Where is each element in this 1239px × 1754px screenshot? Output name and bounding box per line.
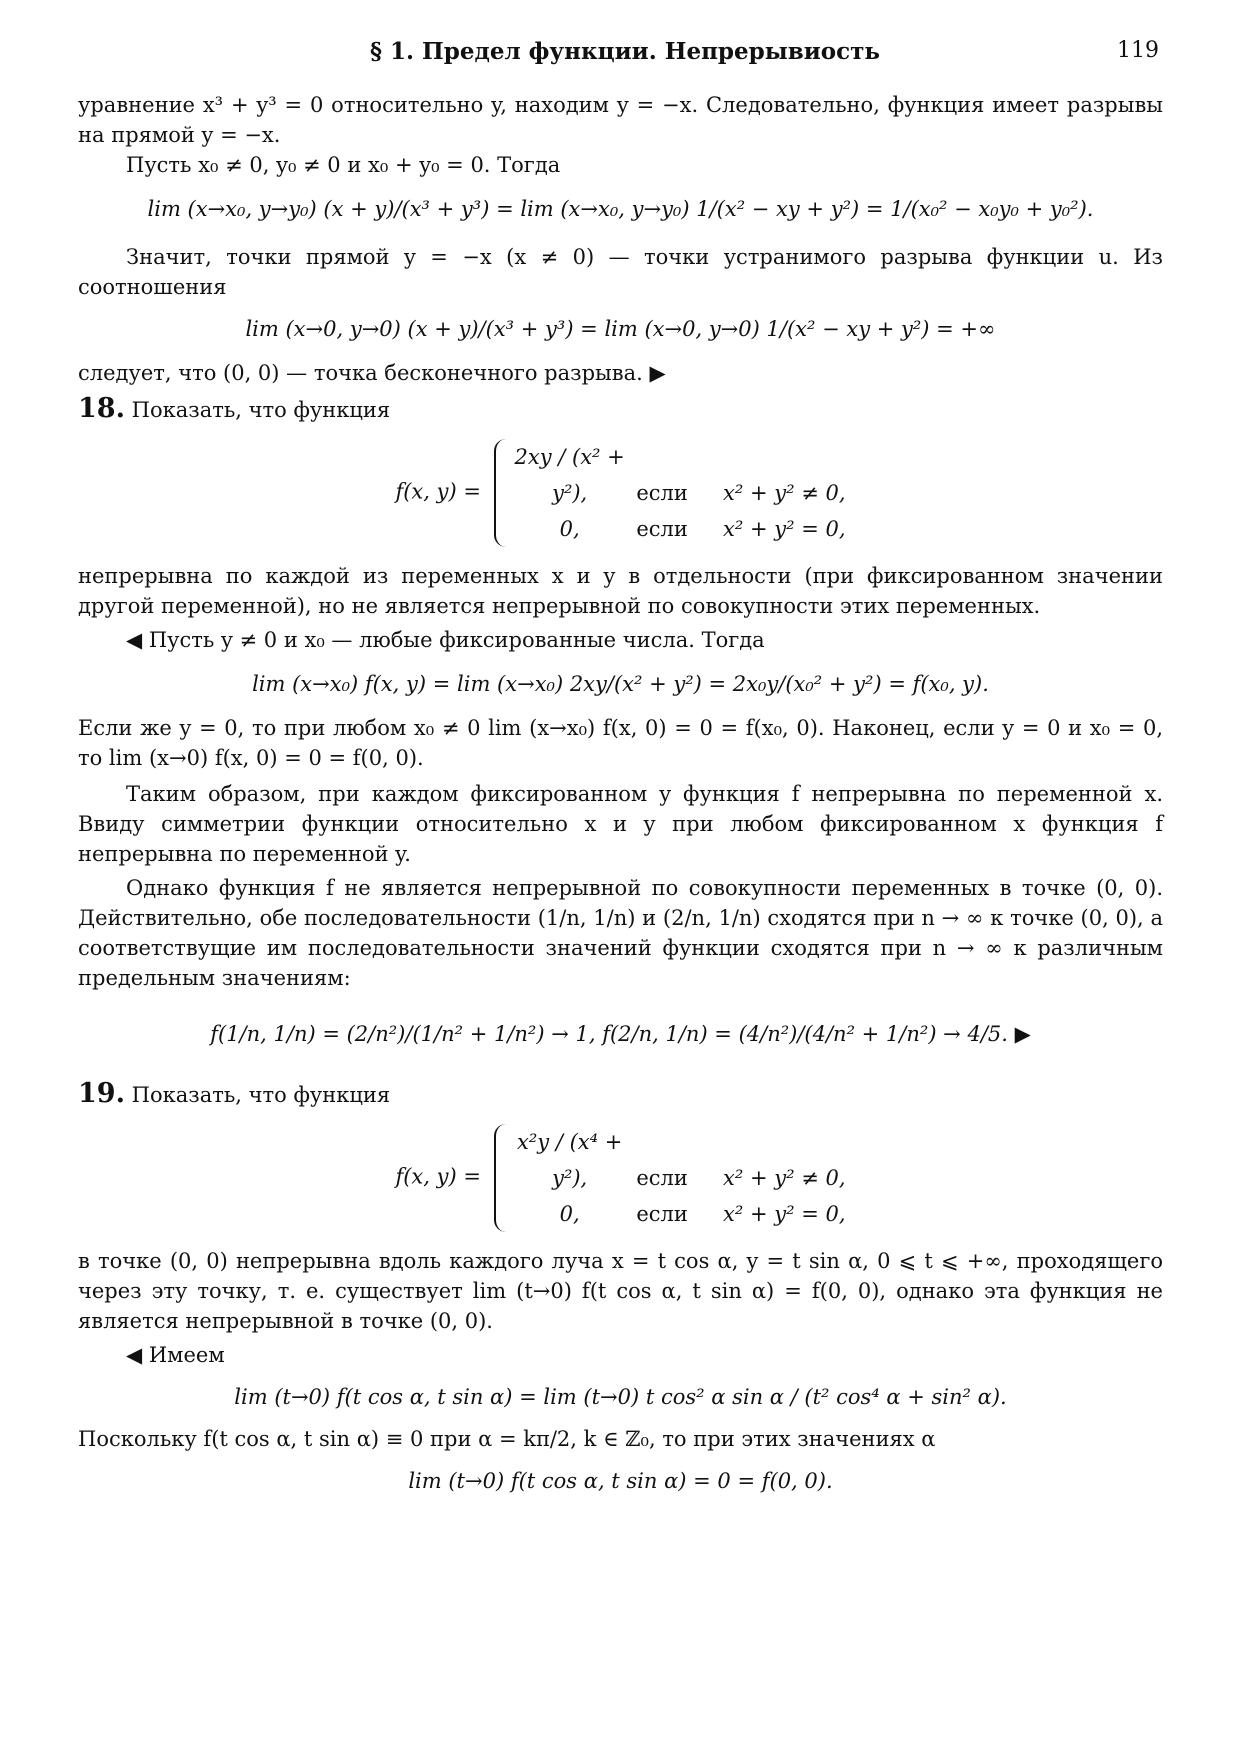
- paragraph: Пусть x₀ ≠ 0, y₀ ≠ 0 и x₀ + y₀ = 0. Тогда: [126, 153, 561, 177]
- case-if: если: [636, 1202, 688, 1226]
- problem-18-statement: [78, 394, 1163, 425]
- case-condition: x² + y² = 0,: [723, 1202, 846, 1226]
- paragraph: Значит, точки прямой y = −x (x ≠ 0) — точки устранимого разрыва функции u. Из соотношения: [78, 245, 1163, 299]
- case-if: если: [636, 481, 688, 505]
- piecewise-function-18: [78, 439, 1163, 547]
- case-value: 0,: [559, 1202, 580, 1226]
- paragraph: Если же y = 0, то при любом x₀ ≠ 0 lim (x→x₀) f(x, 0) = 0 = f(x₀, 0). Наконец, если y = 0 и x₀ = 0, то lim (x→0) f(x, 0) = 0 = f(0, 0).: [78, 716, 1163, 770]
- paragraph: ◀ Пусть y ≠ 0 и x₀ — любые фиксированные числа. Тогда: [126, 628, 765, 652]
- page-body: [78, 90, 1163, 1496]
- case-row: [510, 439, 846, 511]
- case-if: если: [636, 1166, 688, 1190]
- cases-brace: [494, 1124, 846, 1232]
- problem-19-statement: [78, 1079, 1163, 1110]
- function-lhs: f(x, y) =: [395, 1164, 481, 1189]
- formula-limit-removable: lim (x→x₀, y→y₀) (x + y)/(x³ + y³) = lim (x→x₀, y→y₀) 1/(x² − xy + y²) = 1/(x₀² − x₀y₀ + y₀²).: [147, 197, 1094, 221]
- paragraph: Поскольку f(t cos α, t sin α) ≡ 0 при α = kπ/2, k ∈ ℤ₀, то при этих значениях α: [78, 1427, 936, 1451]
- paragraph: непрерывна по каждой из переменных x и y в отдельности (при фиксированном значении другой переменной), но не является непрерывной по совокупности этих переменных.: [78, 564, 1163, 618]
- paragraph: Таким образом, при каждом фиксированном y функция f непрерывна по переменной x. Ввиду симметрии функции относительно x и y при любом фиксированном x функция f непрерывна по переменной y.: [78, 782, 1163, 866]
- case-condition: x² + y² ≠ 0,: [723, 481, 846, 505]
- case-condition: x² + y² = 0,: [723, 517, 846, 541]
- case-value: 0,: [559, 517, 580, 541]
- function-lhs: f(x, y) =: [395, 479, 481, 504]
- page-header: [0, 38, 1239, 72]
- paragraph: уравнение x³ + y³ = 0 относительно y, находим y = −x. Следовательно, функция имеет разрывы на прямой y = −x.: [78, 93, 1163, 147]
- case-if: если: [636, 517, 688, 541]
- paragraph: Однако функция f не является непрерывной по совокупности переменных в точке (0, 0). Действительно, обе последовательности (1/n, 1/n) и (2/n, 1/n) сходятся при n → ∞ к точке (0, 0), а соответствущие им последовательности значений функции сходятся при n → ∞ к различным предельным значениям:: [78, 876, 1163, 990]
- case-condition: x² + y² ≠ 0,: [723, 1166, 846, 1190]
- piecewise-function-19: [78, 1124, 1163, 1232]
- formula-sequences: f(1/n, 1/n) = (2/n²)/(1/n² + 1/n²) → 1, f(2/n, 1/n) = (4/n²)/(4/n² + 1/n²) → 4/5. ▶: [210, 1022, 1031, 1046]
- case-value: 2xy / (x² + y²),: [514, 445, 625, 505]
- page-number: 119: [1117, 38, 1159, 63]
- cases-brace: [494, 439, 846, 547]
- case-row: [510, 511, 846, 547]
- problem-text: Показать, что функция: [131, 398, 391, 422]
- formula-limit-zero: lim (t→0) f(t cos α, t sin α) = 0 = f(0, 0).: [408, 1469, 833, 1493]
- formula-limit-ray: lim (t→0) f(t cos α, t sin α) = lim (t→0) t cos² α sin α / (t² cos⁴ α + sin² α).: [234, 1385, 1007, 1409]
- problem-text: Показать, что функция: [131, 1083, 391, 1107]
- paragraph: в точке (0, 0) непрерывна вдоль каждого луча x = t cos α, y = t sin α, 0 ⩽ t ⩽ +∞, проходящего через эту точку, т. е. существует lim (t→0) f(t cos α, t sin α) = f(0, 0), однако эта функция не является непрерывной в точке (0, 0).: [78, 1249, 1163, 1333]
- paragraph: следует, что (0, 0) — точка бесконечного разрыва. ▶: [78, 361, 666, 385]
- formula-limit-infinite: lim (x→0, y→0) (x + y)/(x³ + y³) = lim (x→0, y→0) 1/(x² − xy + y²) = +∞: [245, 317, 996, 341]
- problem-number: 18.: [78, 393, 125, 424]
- running-title: § 1. Предел функции. Непрерывиость: [370, 38, 881, 65]
- paragraph: ◀ Имеем: [126, 1343, 225, 1367]
- problem-number: 19.: [78, 1078, 125, 1109]
- case-row: [510, 1124, 846, 1196]
- case-value: x²y / (x⁴ + y²),: [517, 1130, 623, 1190]
- formula-limit-x: lim (x→x₀) f(x, y) = lim (x→x₀) 2xy/(x² + y²) = 2x₀y/(x₀² + y²) = f(x₀, y).: [252, 672, 989, 696]
- case-row: [510, 1196, 846, 1232]
